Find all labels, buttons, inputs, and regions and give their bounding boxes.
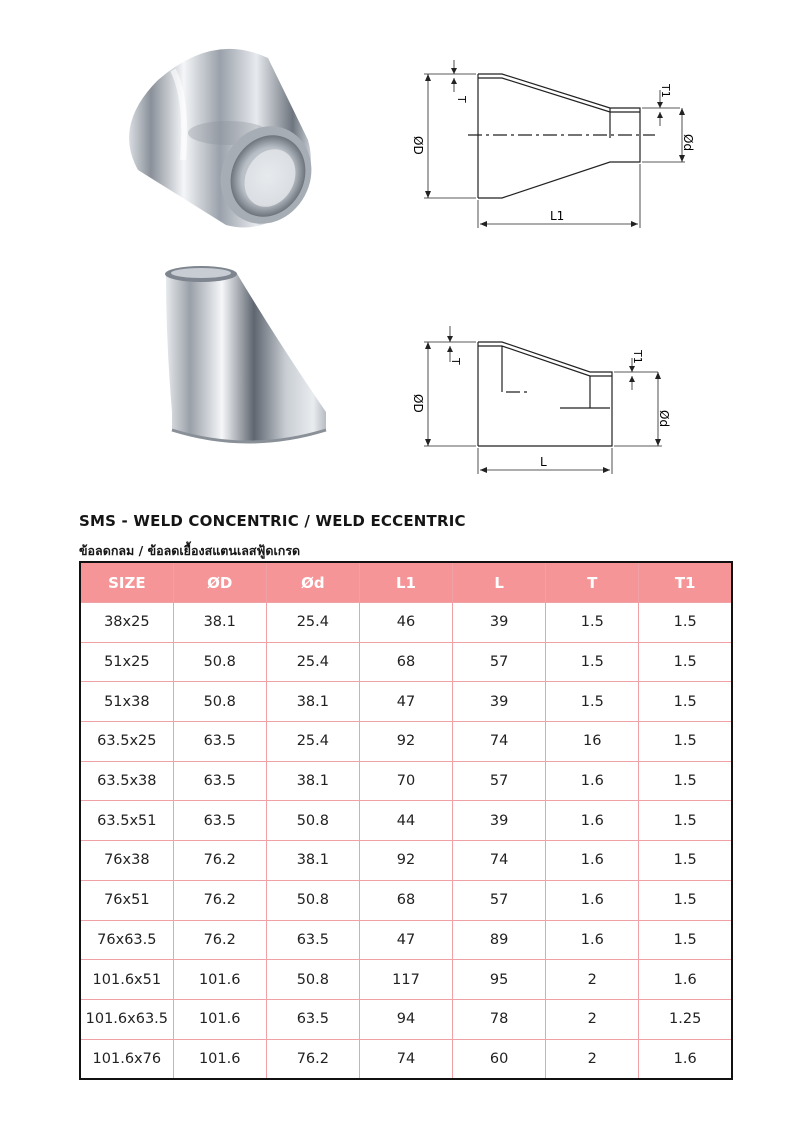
table-cell: 39 bbox=[453, 682, 546, 722]
table-cell: 60 bbox=[453, 1039, 546, 1079]
table-row bbox=[80, 920, 732, 960]
table-cell: 1.6 bbox=[639, 1039, 732, 1079]
column-header: Ød bbox=[266, 562, 359, 603]
table-cell: 89 bbox=[453, 920, 546, 960]
table-cell: 70 bbox=[359, 761, 452, 801]
table-row bbox=[80, 682, 732, 722]
table-cell: 68 bbox=[359, 880, 452, 920]
table-cell: 74 bbox=[359, 1039, 452, 1079]
table-cell: 1.5 bbox=[546, 603, 639, 643]
table-cell: 16 bbox=[546, 722, 639, 762]
table-cell: 50.8 bbox=[266, 880, 359, 920]
table-cell: 1.5 bbox=[639, 841, 732, 881]
table-cell: 1.5 bbox=[639, 920, 732, 960]
table-cell: 25.4 bbox=[266, 722, 359, 762]
table-cell: 47 bbox=[359, 920, 452, 960]
table-cell: 50.8 bbox=[173, 682, 266, 722]
table-row bbox=[80, 603, 732, 643]
table-body bbox=[80, 603, 732, 1080]
table-cell: 1.5 bbox=[546, 642, 639, 682]
table-cell: 63.5 bbox=[266, 920, 359, 960]
column-header: L1 bbox=[359, 562, 452, 603]
table-cell: 117 bbox=[359, 960, 452, 1000]
eccentric-wall-small-label: T1 bbox=[631, 350, 644, 364]
table-cell: 1.5 bbox=[639, 722, 732, 762]
table-cell: 63.5 bbox=[266, 999, 359, 1039]
table-row bbox=[80, 841, 732, 881]
table-row bbox=[80, 1039, 732, 1079]
table-cell: 50.8 bbox=[173, 642, 266, 682]
table-cell: 51x38 bbox=[80, 682, 173, 722]
table-cell: 57 bbox=[453, 880, 546, 920]
table-cell: 92 bbox=[359, 841, 452, 881]
table-cell: 1.25 bbox=[639, 999, 732, 1039]
table-cell: 50.8 bbox=[266, 960, 359, 1000]
table-cell: 101.6 bbox=[173, 960, 266, 1000]
table-cell: 25.4 bbox=[266, 642, 359, 682]
table-cell: 101.6x63.5 bbox=[80, 999, 173, 1039]
table-cell: 1.6 bbox=[546, 880, 639, 920]
table-cell: 95 bbox=[453, 960, 546, 1000]
column-header: T bbox=[546, 562, 639, 603]
table-cell: 2 bbox=[546, 1039, 639, 1079]
table-cell: 39 bbox=[453, 801, 546, 841]
table-cell: 38.1 bbox=[173, 603, 266, 643]
concentric-length-label: L1 bbox=[550, 209, 565, 223]
table-cell: 63.5x25 bbox=[80, 722, 173, 762]
table-cell: 76.2 bbox=[173, 880, 266, 920]
table-cell: 1.6 bbox=[639, 960, 732, 1000]
table-cell: 63.5 bbox=[173, 761, 266, 801]
table-cell: 2 bbox=[546, 960, 639, 1000]
table-cell: 2 bbox=[546, 999, 639, 1039]
eccentric-inner-diameter-label: Ød bbox=[657, 410, 671, 428]
table-cell: 63.5x38 bbox=[80, 761, 173, 801]
table-cell: 76.2 bbox=[173, 841, 266, 881]
eccentric-outer-diameter-label: ØD bbox=[411, 394, 425, 413]
table-row bbox=[80, 999, 732, 1039]
table-cell: 51x25 bbox=[80, 642, 173, 682]
table-row bbox=[80, 801, 732, 841]
concentric-reducer-photo bbox=[118, 40, 318, 240]
table-cell: 78 bbox=[453, 999, 546, 1039]
column-header: SIZE bbox=[80, 562, 173, 603]
table-cell: 76x38 bbox=[80, 841, 173, 881]
table-cell: 25.4 bbox=[266, 603, 359, 643]
eccentric-length-label: L bbox=[540, 455, 547, 469]
table-cell: 1.5 bbox=[639, 761, 732, 801]
eccentric-reducer-photo bbox=[158, 262, 330, 448]
eccentric-technical-drawing bbox=[410, 318, 710, 478]
table-cell: 76x63.5 bbox=[80, 920, 173, 960]
table-cell: 68 bbox=[359, 642, 452, 682]
eccentric-wall-label: T bbox=[449, 358, 462, 365]
table-cell: 92 bbox=[359, 722, 452, 762]
table-cell: 74 bbox=[453, 722, 546, 762]
table-cell: 1.6 bbox=[546, 841, 639, 881]
table-cell: 57 bbox=[453, 761, 546, 801]
table-cell: 1.5 bbox=[546, 682, 639, 722]
table-cell: 38.1 bbox=[266, 761, 359, 801]
table-cell: 1.6 bbox=[546, 761, 639, 801]
table-cell: 38.1 bbox=[266, 682, 359, 722]
table-cell: 101.6x76 bbox=[80, 1039, 173, 1079]
table-cell: 1.5 bbox=[639, 801, 732, 841]
table-row bbox=[80, 880, 732, 920]
page-subtitle: ข้อลดกลม / ข้อลดเยื้องสแตนเลสฟู้ดเกรด bbox=[79, 543, 301, 558]
concentric-wall-label: T bbox=[455, 96, 468, 103]
table-cell: 63.5 bbox=[173, 722, 266, 762]
table-cell: 63.5x51 bbox=[80, 801, 173, 841]
table-cell: 38.1 bbox=[266, 841, 359, 881]
table-cell: 44 bbox=[359, 801, 452, 841]
page-title: SMS - WELD CONCENTRIC / WELD ECCENTRIC bbox=[79, 512, 466, 530]
table-cell: 1.5 bbox=[639, 880, 732, 920]
table-cell: 101.6x51 bbox=[80, 960, 173, 1000]
table-cell: 101.6 bbox=[173, 1039, 266, 1079]
column-header: T1 bbox=[639, 562, 732, 603]
table-cell: 1.6 bbox=[546, 801, 639, 841]
table-cell: 76.2 bbox=[266, 1039, 359, 1079]
table-cell: 94 bbox=[359, 999, 452, 1039]
table-cell: 38x25 bbox=[80, 603, 173, 643]
table-header-row bbox=[80, 562, 732, 603]
table-row bbox=[80, 722, 732, 762]
table-cell: 1.5 bbox=[639, 603, 732, 643]
concentric-wall-small-label: T1 bbox=[659, 84, 672, 98]
table-cell: 46 bbox=[359, 603, 452, 643]
table-cell: 76.2 bbox=[173, 920, 266, 960]
concentric-inner-diameter-label: Ød bbox=[681, 134, 695, 152]
table-cell: 63.5 bbox=[173, 801, 266, 841]
table-cell: 1.6 bbox=[546, 920, 639, 960]
table-cell: 57 bbox=[453, 642, 546, 682]
specification-table bbox=[79, 561, 733, 1080]
table-cell: 1.5 bbox=[639, 642, 732, 682]
column-header: ØD bbox=[173, 562, 266, 603]
table-row bbox=[80, 960, 732, 1000]
concentric-technical-drawing bbox=[410, 50, 710, 235]
table-cell: 47 bbox=[359, 682, 452, 722]
table-cell: 76x51 bbox=[80, 880, 173, 920]
table-row bbox=[80, 642, 732, 682]
table-cell: 50.8 bbox=[266, 801, 359, 841]
table-cell: 39 bbox=[453, 603, 546, 643]
table-row bbox=[80, 761, 732, 801]
table-cell: 74 bbox=[453, 841, 546, 881]
column-header: L bbox=[453, 562, 546, 603]
concentric-outer-diameter-label: ØD bbox=[411, 136, 425, 155]
table-cell: 1.5 bbox=[639, 682, 732, 722]
table-cell: 101.6 bbox=[173, 999, 266, 1039]
